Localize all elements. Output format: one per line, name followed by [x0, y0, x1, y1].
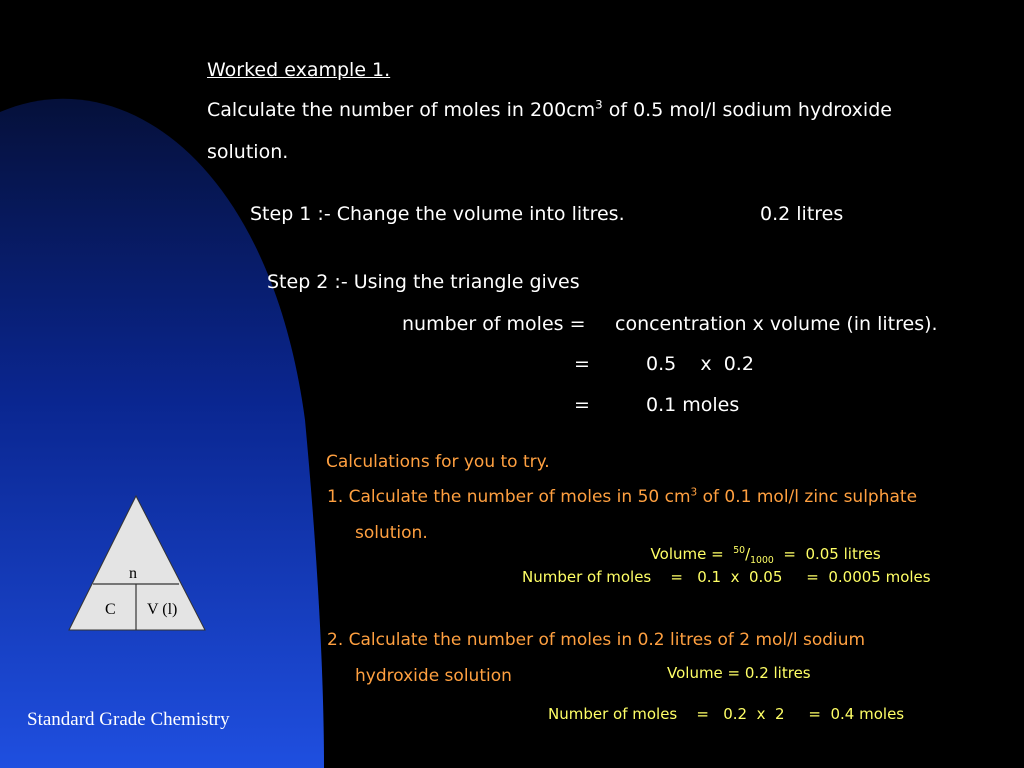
question1-line1: 1. Calculate the number of moles in 50 $cm^3$ of 0.1 mol/l zinc sulphate — [327, 486, 918, 507]
triangle-c-label: C — [105, 601, 116, 618]
question1-moles-answer: Number of moles = 0.1 x 0.05 = 0.0005 moles — [522, 568, 931, 586]
equation2-value: 0.5 x 0.2 — [646, 353, 754, 375]
worked-question-line1: Calculate the number of moles in $200cm^3$ of 0.5 mol/l sodium hydroxide — [207, 97, 892, 121]
question1-line2: solution. — [355, 523, 428, 543]
question2-volume-answer: Volume = 0.2 litres — [667, 664, 811, 682]
question2-line1: 2. Calculate the number of moles in 0.2 litres of 2 mol/l sodium — [327, 630, 866, 650]
equation-rhs: concentration x volume (in litres). — [615, 313, 938, 335]
step1-answer: 0.2 litres — [760, 203, 844, 225]
formula-triangle — [66, 493, 208, 633]
triangle-n-label: n — [129, 565, 137, 582]
equation3-value: 0.1 moles — [646, 394, 740, 416]
try-heading: Calculations for you to try. — [326, 452, 550, 472]
question1-volume-answer: Volume = $^{50}/_{1000} = 0.05$ litres — [650, 545, 881, 566]
equation-lhs: number of moles = — [402, 313, 586, 335]
question2-line2: hydroxide solution — [355, 666, 512, 686]
footer-title: Standard Grade Chemistry — [27, 709, 230, 730]
step1-label: Step 1 :- Change the volume into litres. — [250, 203, 625, 225]
equation3-equals: = — [574, 394, 590, 416]
triangle-v-label: V (l) — [147, 601, 178, 618]
triangle-shape — [69, 496, 205, 630]
worked-question-line2: solution. — [207, 141, 289, 163]
step2-label: Step 2 :- Using the triangle gives — [267, 271, 580, 293]
worked-example-title: Worked example 1. — [207, 59, 391, 81]
question2-moles-answer: Number of moles = 0.2 x 2 = 0.4 moles — [548, 705, 905, 723]
equation2-equals: = — [574, 353, 590, 375]
